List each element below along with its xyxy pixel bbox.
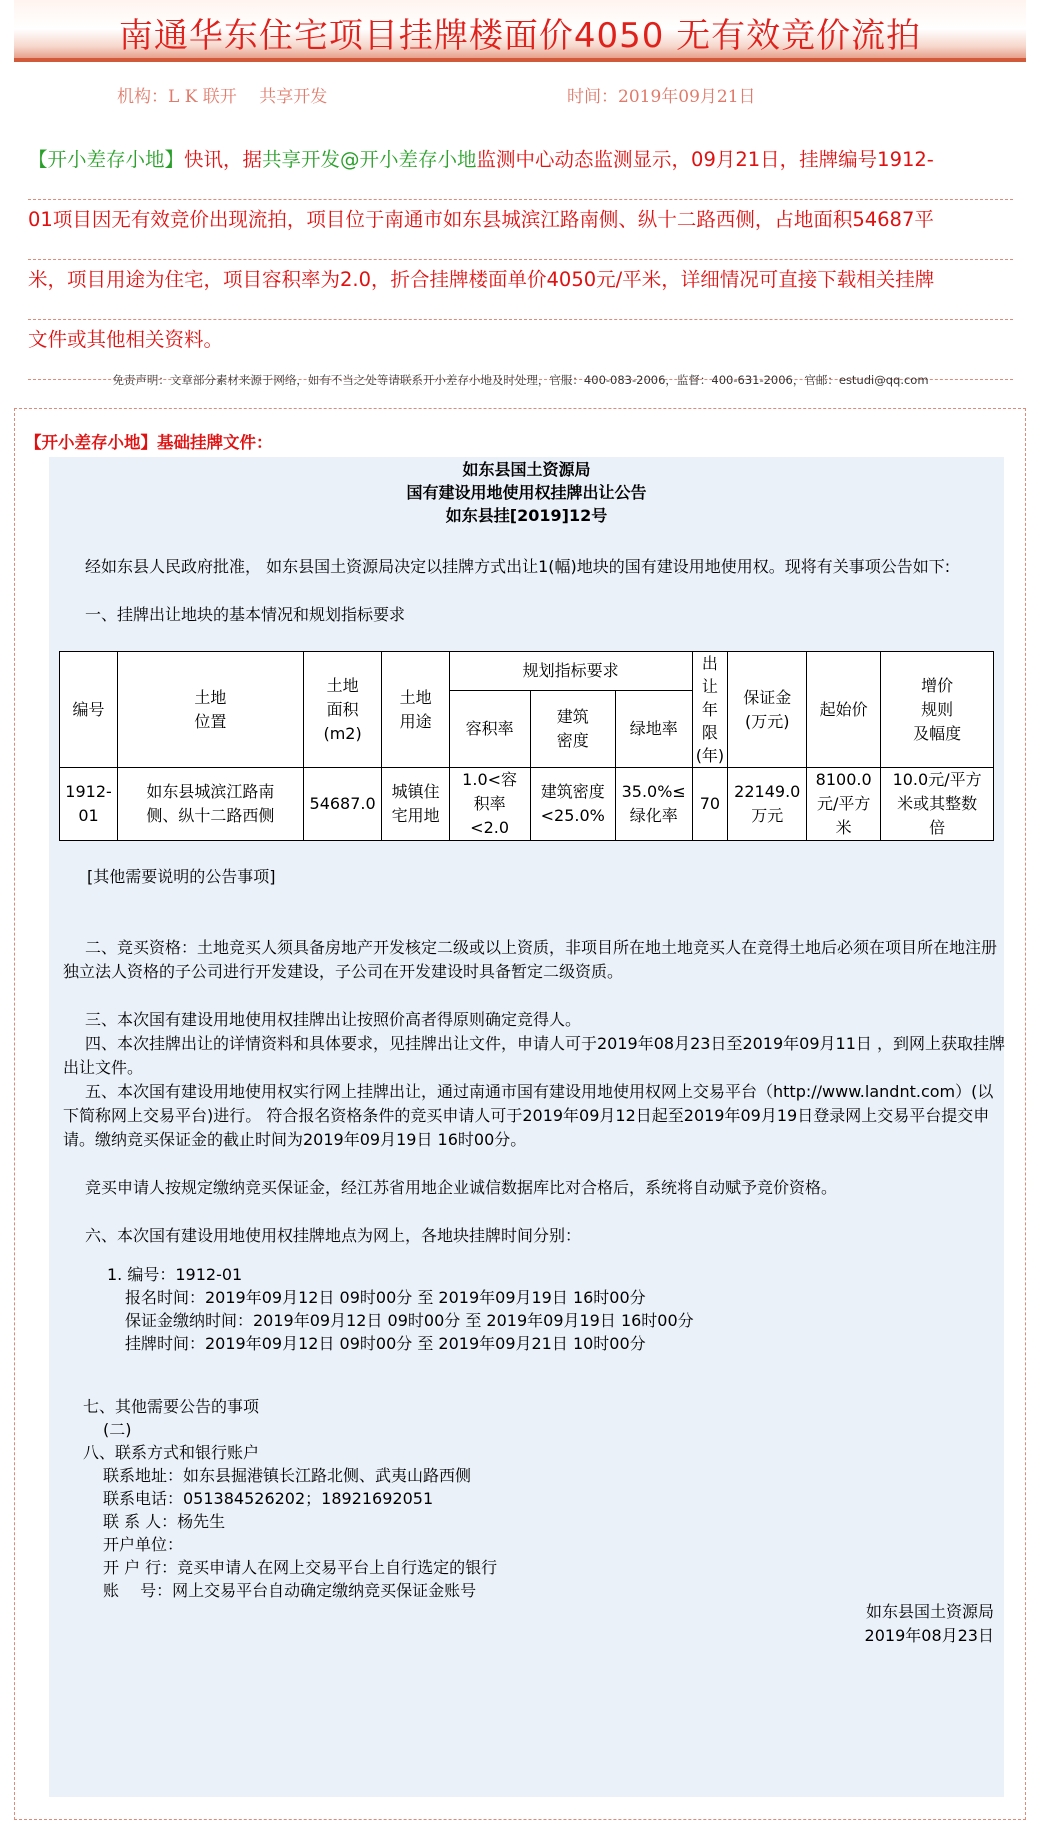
time-label: 时间：2019年09月21日 — [567, 87, 756, 107]
table-cell: 70 — [692, 768, 728, 841]
table-cell: 10.0元/平方 米或其整数 倍 — [881, 768, 994, 841]
lead-paragraph — [28, 140, 1013, 380]
table-cell: 城镇住 宅用地 — [382, 768, 449, 841]
clause-8: 八、联系方式和银行账户 — [83, 1443, 260, 1462]
account-bank: 开 户 行：竞买申请人在网上交易平台上自行选定的银行 — [103, 1558, 498, 1577]
title-banner — [14, 0, 1026, 62]
org-label: 机构：L K 联开 共享开发 — [117, 87, 328, 107]
doc-title: 国有建设用地使用权挂牌出让公告 — [406, 483, 647, 502]
lead-text: 监测中心动态监测显示，09月21日，挂牌编号1912- — [476, 148, 934, 171]
section-heading: 【开小差存小地】基础挂牌文件： — [25, 433, 273, 452]
table-cell: 建筑密度 <25.0% — [530, 768, 615, 841]
schedule-deposit: 保证金缴纳时间：2019年09月12日 09时00分 至 2019年09月19日 16时00分 — [125, 1311, 694, 1330]
schedule-listing: 挂牌时间：2019年09月12日 09时00分 至 2019年09月21日 10时00分 — [125, 1334, 646, 1353]
clause-6: 六、本次国有建设用地使用权挂牌地点为网上，各地块挂牌时间分别： — [85, 1226, 582, 1245]
table-header: 增价 规则 及幅度 — [881, 652, 994, 768]
clause-7: 七、其他需要公告的事项 — [83, 1397, 260, 1416]
page-title: 南通华东住宅项目挂牌楼面价4050 无有效竞价流拍 — [118, 16, 922, 56]
signature-issuer: 如东县国土资源局 — [865, 1602, 994, 1621]
table-header: 出 让 年 限 (年) — [692, 652, 728, 768]
schedule-item: 1. 编号：1912-01 — [107, 1265, 243, 1284]
document-box — [14, 408, 1026, 1820]
disclaimer: 免责声明：文章部分素材来源于网络，如有不当之处等请联系开小差存小地及时处理，官服：400-083-2006，监督：400-631-2006，官邮：estudi@qq.com — [112, 373, 929, 387]
doc-intro: 经如东县人民政府批准， 如东县国土资源局决定以挂牌方式出让1(幅)地块的国有建设用地使用权。现将有关事项公告如下: — [85, 557, 951, 576]
clause-5-note: 竞买申请人按规定缴纳竞买保证金，经江苏省用地企业诚信数据库比对合格后，系统将自动赋予竞价资格。 — [85, 1178, 838, 1197]
table-header: 绿地率 — [615, 690, 692, 767]
schedule-registration: 报名时间：2019年09月12日 09时00分 至 2019年09月19日 16时00分 — [125, 1288, 646, 1307]
plot-table — [59, 651, 994, 841]
table-header: 土地 位置 — [118, 652, 304, 768]
table-header: 保证金 (万元) — [728, 652, 807, 768]
table-header: 土地 面积 (m2) — [303, 652, 382, 768]
clause-2: 二、竞买资格：土地竞买人须具备房地产开发核定二级或以上资质，非项目所在地土地竞买人在竞得土地后必须在项目所在地注册独立法人资格的子公司进行开发建设，子公司在开发建设时具备暂定二级资质。 — [63, 938, 998, 981]
section-1-heading: 一、挂牌出让地块的基本情况和规划指标要求 — [85, 605, 406, 624]
table-cell: 1.0<容 积率 <2.0 — [449, 768, 530, 841]
contact-phone: 联系电话：051384526202；18921692051 — [103, 1489, 434, 1508]
table-header: 规划指标要求 — [449, 652, 692, 691]
table-header: 土地 用途 — [382, 652, 449, 768]
table-cell: 如东县城滨江路南 侧、纵十二路西侧 — [118, 768, 304, 841]
doc-issuer: 如东县国土资源局 — [462, 460, 591, 479]
table-cell: 1912- 01 — [60, 768, 118, 841]
table-cell: 35.0%≤ 绿化率 — [615, 768, 692, 841]
account-unit: 开户单位： — [103, 1535, 184, 1554]
brand-link[interactable]: 共享开发@开小差存小地 — [262, 148, 477, 171]
account-number: 账 号：网上交易平台自动确定缴纳竞买保证金账号 — [103, 1581, 477, 1600]
notice-document — [49, 457, 1004, 1797]
clause-7-sub: (二) — [103, 1420, 132, 1439]
other-notes-label: [其他需要说明的公告事项] — [87, 867, 276, 886]
doc-number: 如东县挂[2019]12号 — [445, 506, 608, 525]
table-header: 起始价 — [807, 652, 881, 768]
brand-tag: 【开小差存小地】 — [28, 148, 185, 171]
clause-4: 四、本次挂牌出让的详情资料和具体要求，见挂牌出让文件，申请人可于2019年08月23日至2019年09月11日 ，到网上获取挂牌出让文件。 — [63, 1034, 1005, 1077]
table-cell: 54687.0 — [303, 768, 382, 841]
clause-5: 五、本次国有建设用地使用权实行网上挂牌出让，通过南通市国有建设用地使用权网上交易平台（http://www.landnt.com）(以下简称网上交易平台)进行。 符合报名资格条件的竞买申请人可于2019年09月12日起至2019年09月19日登录网上交易平台提交申请。缴纳竞买保证金的截止时间为2019年09月19日 16时00分。 — [63, 1082, 994, 1149]
table-header: 建筑 密度 — [530, 690, 615, 767]
contact-person: 联 系 人：杨先生 — [103, 1512, 226, 1531]
lead-line — [28, 140, 1013, 200]
lead-line: 文件或其他相关资料。 — [28, 320, 1013, 380]
lead-line: 01项目因无有效竞价出现流拍，项目位于南通市如东县城滨江路南侧、纵十二路西侧，占地面积54687平 — [28, 200, 1013, 260]
signature-date: 2019年08月23日 — [864, 1626, 994, 1645]
lead-line: 米，项目用途为住宅，项目容积率为2.0，折合挂牌楼面单价4050元/平米，详细情况可直接下载相关挂牌 — [28, 260, 1013, 320]
table-row — [60, 768, 994, 841]
clause-3: 三、本次国有建设用地使用权挂牌出让按照价高者得原则确定竞得人。 — [85, 1010, 582, 1029]
table-header: 容积率 — [449, 690, 530, 767]
table-cell: 22149.0 万元 — [728, 768, 807, 841]
table-header: 编号 — [60, 652, 118, 768]
table-cell: 8100.0 元/平方 米 — [807, 768, 881, 841]
contact-address: 联系地址：如东县掘港镇长江路北侧、武夷山路西侧 — [103, 1466, 472, 1485]
lead-text: 快讯，据 — [184, 148, 263, 171]
